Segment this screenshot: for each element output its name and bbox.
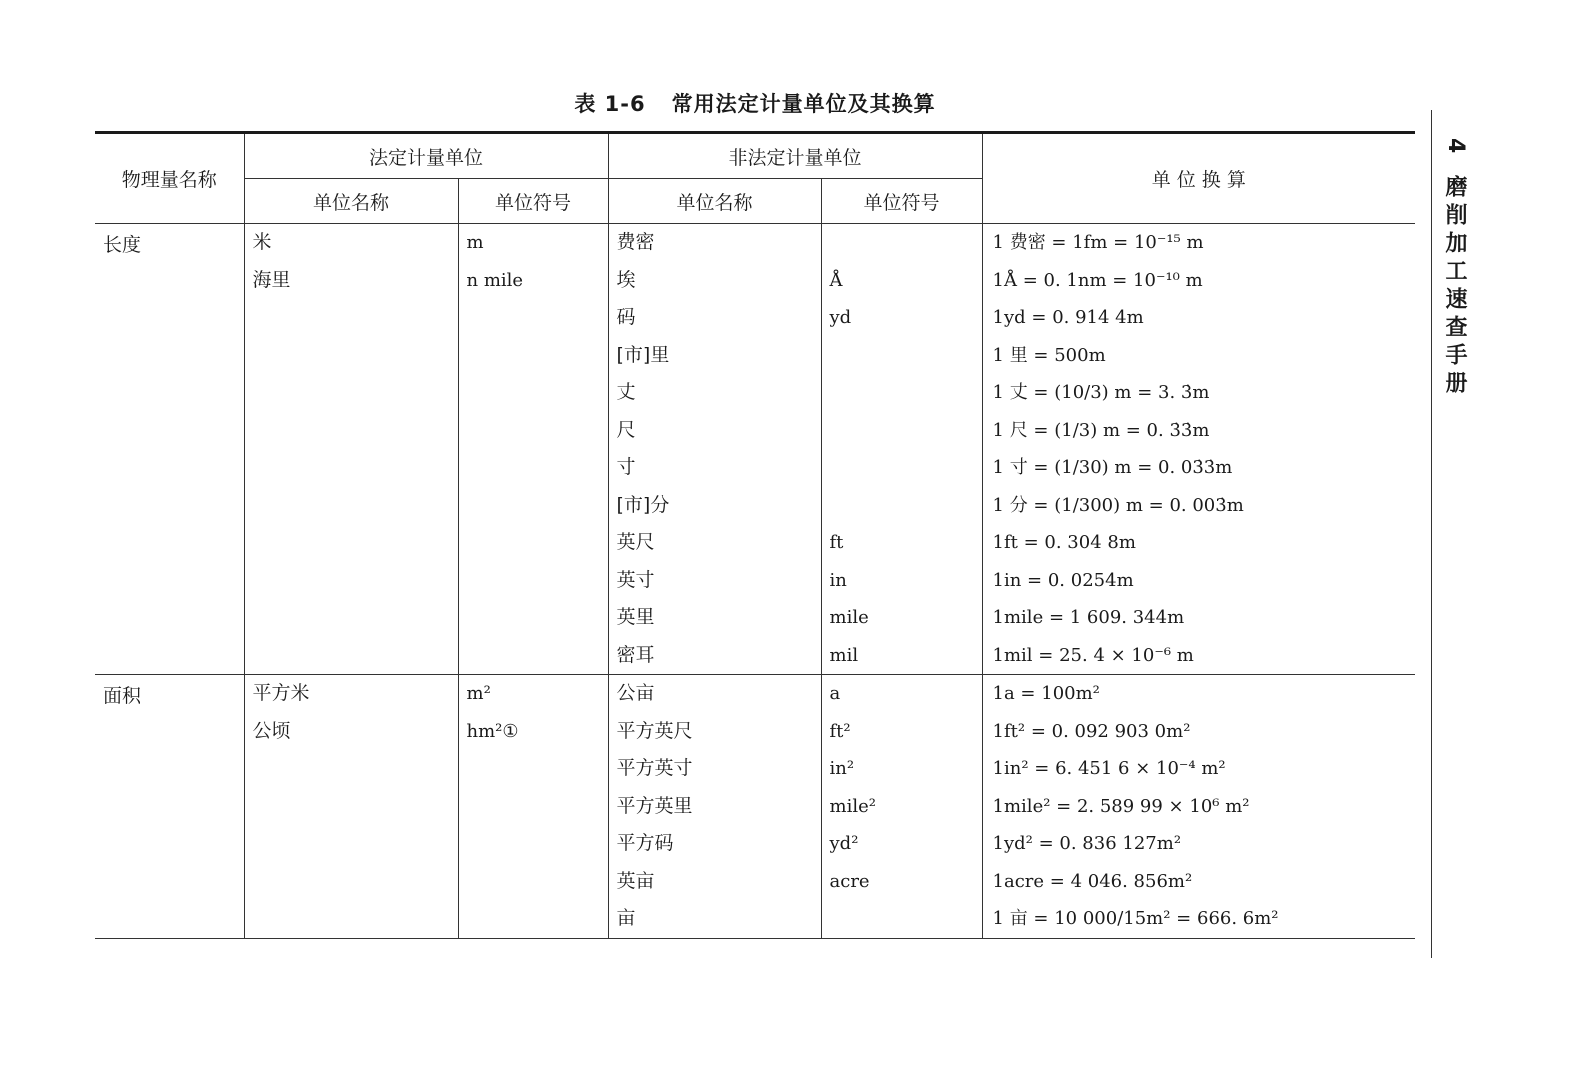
- header-non-legal-unit: 非法定计量单位: [608, 133, 982, 179]
- non-legal-unit-symbol: mile²: [829, 795, 876, 817]
- page-number: 4: [1443, 138, 1468, 154]
- running-header: [1442, 138, 1471, 400]
- non-legal-unit-symbol: [822, 224, 982, 262]
- non-legal-unit-symbol: [822, 487, 982, 525]
- table-title: [95, 88, 1415, 118]
- non-legal-unit-symbol: [822, 900, 982, 938]
- header-non-legal-unit-symbol: 单位符号: [821, 179, 982, 224]
- non-legal-unit-name: 平方英尺: [616, 719, 693, 742]
- legal-names-cell: [244, 224, 458, 675]
- legal-unit-name: 平方米: [252, 682, 310, 704]
- non-legal-unit-symbol: acre: [829, 870, 870, 892]
- non-legal-unit-name: 亩: [616, 907, 636, 929]
- conversion-formula: 1a = 100m²: [992, 683, 1100, 704]
- conversion-formula: 1acre = 4 046. 856m²: [992, 870, 1193, 892]
- legal-unit-name: 米: [252, 231, 272, 253]
- non-legal-unit-symbol: mil: [829, 644, 859, 666]
- conversion-formula: 1 亩 = 10 000/15m² = 666. 6m²: [992, 908, 1279, 929]
- non-legal-unit-symbol: mile: [829, 607, 869, 628]
- legal-unit-symbol: n mile: [466, 269, 524, 291]
- conversion-formula: 1 尺 = (1/3) m = 0. 3̇3̇m: [992, 419, 1210, 441]
- legal-symbols-cell: [458, 675, 608, 939]
- legal-unit-symbol: m: [466, 232, 484, 253]
- conversion-formula: 1mil = 25. 4 × 10⁻⁶ m: [992, 644, 1194, 666]
- non-legal-unit-name: 英亩: [616, 869, 655, 892]
- non-legal-unit-name: 公亩: [616, 682, 655, 704]
- header-legal-unit-symbol: 单位符号: [458, 179, 608, 224]
- non-legal-unit-name: 平方码: [616, 832, 674, 854]
- conversion-formula: 1in² = 6. 451 6 × 10⁻⁴ m²: [992, 758, 1226, 779]
- non-legal-unit-symbol: [822, 412, 982, 450]
- non-legal-unit-symbol: ft: [829, 532, 844, 553]
- table-caption: 常用法定计量单位及其换算: [671, 92, 936, 116]
- legal-unit-symbol: m²: [466, 683, 491, 704]
- conversions-cell: [982, 675, 1415, 939]
- conversion-formula: 1mile² = 2. 589 99 × 10⁶ m²: [992, 795, 1250, 817]
- header-legal-unit-name: 单位名称: [244, 179, 458, 224]
- non-legal-unit-name: 埃: [616, 268, 636, 291]
- non-legal-unit-name: 寸: [616, 456, 636, 478]
- non-legal-unit-symbol: yd²: [829, 833, 859, 854]
- non-legal-unit-name: [市]分: [616, 493, 670, 516]
- legal-unit-name: 公顷: [252, 719, 291, 742]
- conversion-formula: 1ft² = 0. 092 903 0m²: [992, 720, 1191, 742]
- non-legal-unit-symbol: [822, 337, 982, 375]
- conversion-formula: 1mile = 1 609. 344m: [992, 607, 1185, 628]
- legal-unit-name: 海里: [252, 268, 291, 291]
- side-divider: [1431, 110, 1432, 958]
- conversion-formula: 1 寸 = (1/30) m = 0. 03̇3̇m: [992, 457, 1233, 478]
- non-legal-unit-name: [市]里: [616, 343, 670, 366]
- non-legal-unit-symbol: ft²: [829, 720, 851, 742]
- conversion-formula: 1yd = 0. 914 4m: [992, 307, 1144, 328]
- non-legal-unit-symbol: [822, 374, 982, 412]
- non-legal-names-cell: [608, 224, 821, 675]
- non-legal-unit-name: 尺: [616, 418, 636, 441]
- legal-unit-symbol: hm²①: [466, 720, 519, 742]
- conversion-formula: 1yd² = 0. 836 127m²: [992, 833, 1182, 854]
- non-legal-unit-name: 码: [616, 306, 636, 328]
- book-title: 磨削加工速查手册: [1442, 175, 1468, 400]
- group-length: [95, 224, 1415, 675]
- unit-conversion-table: [95, 131, 1415, 939]
- header-conversion: 单 位 换 算: [982, 133, 1415, 224]
- non-legal-unit-name: 英寸: [616, 568, 655, 591]
- non-legal-unit-name: 费密: [616, 231, 655, 253]
- conversion-formula: 1 费密 = 1fm = 10⁻¹⁵ m: [992, 232, 1204, 253]
- group-area: [95, 675, 1415, 939]
- conversion-formula: 1 分 = (1/300) m = 0. 003̇m: [992, 494, 1244, 516]
- non-legal-unit-symbol: [822, 449, 982, 487]
- conversion-formula: 1 里 = 500m: [992, 344, 1106, 366]
- legal-names-cell: [244, 675, 458, 939]
- non-legal-unit-name: 密耳: [616, 643, 655, 666]
- non-legal-unit-name: 平方英寸: [616, 757, 693, 779]
- category-area: 面积: [95, 675, 244, 939]
- legal-symbols-cell: [458, 224, 608, 675]
- conversion-formula: 1Å = 0. 1nm = 10⁻¹⁰ m: [992, 269, 1203, 291]
- conversion-formula: 1ft = 0. 304 8m: [992, 532, 1136, 553]
- non-legal-symbols-cell: [821, 675, 982, 939]
- non-legal-unit-symbol: in: [829, 569, 847, 591]
- non-legal-unit-symbol: a: [829, 683, 841, 704]
- non-legal-unit-name: 英尺: [616, 531, 655, 553]
- header-non-legal-unit-name: 单位名称: [608, 179, 821, 224]
- non-legal-unit-name: 英里: [616, 606, 655, 628]
- non-legal-names-cell: [608, 675, 821, 939]
- non-legal-unit-symbol: Å: [829, 269, 843, 291]
- header-quantity-name: 物理量名称: [95, 133, 244, 224]
- non-legal-unit-name: 丈: [616, 381, 636, 403]
- non-legal-symbols-cell: [821, 224, 982, 675]
- non-legal-unit-symbol: in²: [829, 758, 855, 779]
- conversion-formula: 1 丈 = (10/3) m = 3. 3̇m: [992, 382, 1210, 403]
- non-legal-unit-name: 平方英里: [616, 794, 693, 817]
- header-legal-unit: 法定计量单位: [244, 133, 608, 179]
- conversions-cell: [982, 224, 1415, 675]
- table-number: 表 1-6: [574, 92, 646, 116]
- non-legal-unit-symbol: yd: [829, 307, 852, 328]
- category-length: 长度: [95, 224, 244, 675]
- conversion-formula: 1in = 0. 0254m: [992, 569, 1134, 591]
